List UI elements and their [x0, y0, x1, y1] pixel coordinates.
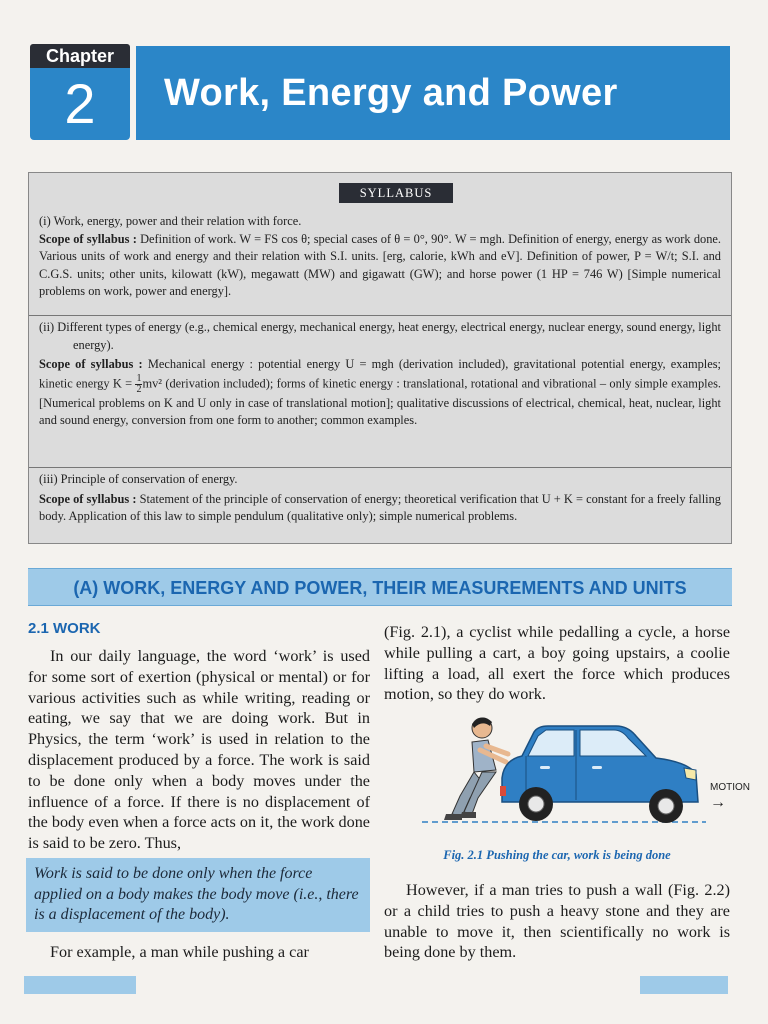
- syllabus-section-2: [29, 319, 731, 430]
- subsection-heading: 2.1 WORK: [28, 620, 101, 637]
- title-bar: [136, 46, 730, 140]
- syllabus-divider: [29, 315, 731, 316]
- syllabus-scope-2: [39, 356, 721, 430]
- section-banner: [28, 568, 732, 606]
- scope-text-3: Statement of the principle of conservation of energy; theoretical verification that U + K = constant for a freely falling body. Application of this law to simple pendulum (qualitative only); simple numerical problems.: [39, 491, 721, 523]
- definition-callout: Work is said to be done only when the force applied on a body makes the body move (i.e., there is a displacement of the body).: [26, 858, 370, 932]
- syllabus-box: [28, 172, 732, 544]
- syllabus-scope-3: [39, 491, 721, 526]
- syllabus-item-3: (iii) Principle of conservation of energy.: [39, 472, 238, 486]
- scope-text-1: Definition of work. W = FS cos θ; special cases of θ = 0°, 90°. W = mgh. Definition of energy, energy as work done. Various units of work and energy and their relation with S.I. units. [erg, calorie, kWh and eV]. Definition of power, P = W/t; S.I. and C.G.S. units; other units, kilowatt (kW), megawatt (MW) and gigawatt (GW); and horse power (1 HP = 746 W) [Simple numerical problems on work, power and energy].: [39, 231, 722, 298]
- right-column: [384, 622, 730, 705]
- scope-text-2a: Mechanical energy : potential energy U = mgh (derivation included), gravitational potential energy, examples; kinetic energy K =: [39, 357, 722, 390]
- syllabus-item-2: (ii) Different types of energy (e.g., chemical energy, mechanical energy, heat energy, electrical energy, nuclear energy, sound energy, light energy).: [39, 320, 721, 352]
- fraction-denominator: 2: [136, 383, 142, 395]
- syllabus-divider: [29, 467, 731, 468]
- right-column-bottom: [384, 880, 730, 963]
- page-title: Work, Energy and Power: [164, 72, 618, 114]
- fraction-numerator: 1: [136, 372, 142, 384]
- figure-pushing-car: [416, 710, 756, 842]
- syllabus-scope-1: [39, 231, 721, 301]
- scope-label-2: Scope of syllabus :: [39, 357, 143, 371]
- left-column: [28, 646, 370, 854]
- motion-arrow-icon: →: [710, 794, 726, 811]
- chapter-tab: [30, 44, 130, 140]
- syllabus-section-1: [29, 213, 731, 301]
- man-figure: [444, 717, 508, 820]
- motion-label: MOTION: [710, 782, 750, 793]
- car-illustration: [416, 710, 716, 842]
- paragraph-no-work: However, if a man tries to push a wall (Fig. 2.2) or a child tries to push a heavy stone and they are unable to move it, then scientifically no work is being done by them.: [384, 881, 730, 962]
- paragraph-examples: (Fig. 2.1), a cyclist while pedalling a cycle, a horse while pulling a cart, a boy going upstairs, a coolie lifting a load, all exert the force which produces motion, so they do work.: [384, 623, 730, 704]
- scope-label-3: Scope of syllabus :: [39, 491, 137, 506]
- figure-caption: Fig. 2.1 Pushing the car, work is being done: [443, 848, 671, 862]
- car-figure: [500, 726, 698, 823]
- paragraph-example: For example, a man while pushing a car: [50, 943, 309, 961]
- syllabus-item-1: (i) Work, energy, power and their relation with force.: [39, 214, 302, 228]
- syllabus-section-3: [29, 471, 731, 526]
- chapter-number: 2: [30, 68, 130, 140]
- scope-text-2b: mv² (derivation included); forms of kinetic energy : translational, rotational and vibrational – only simple examples. [Numerical problems on K and U only in case of translational motion]; qualitative discussions of electrical, chemical, heat, nuclear, light and sound energy, conversion from one form to another; common examples.: [39, 375, 721, 427]
- footer-bar-right: [640, 976, 728, 994]
- footer-bar-left: [24, 976, 136, 994]
- scope-label-1: Scope of syllabus :: [39, 231, 137, 246]
- paragraph-work-intro: In our daily language, the word ‘work’ is used for some sort of exertion (physical or mental) or for various activities such as while writing, reading or eating, we say that we are doing work. But in Physics, the term ‘work’ is used in relation to the displacement produced by a force. The work is said to be done only when a body moves under the influence of a force. If there is no displacement of the body even when a force acts on it, the work done is said to be zero. Thus,: [28, 647, 370, 853]
- syllabus-heading: SYLLABUS: [339, 183, 453, 203]
- section-banner-title: (A) WORK, ENERGY AND POWER, THEIR MEASUREMENTS AND UNITS: [73, 578, 687, 598]
- chapter-label: Chapter: [30, 44, 130, 68]
